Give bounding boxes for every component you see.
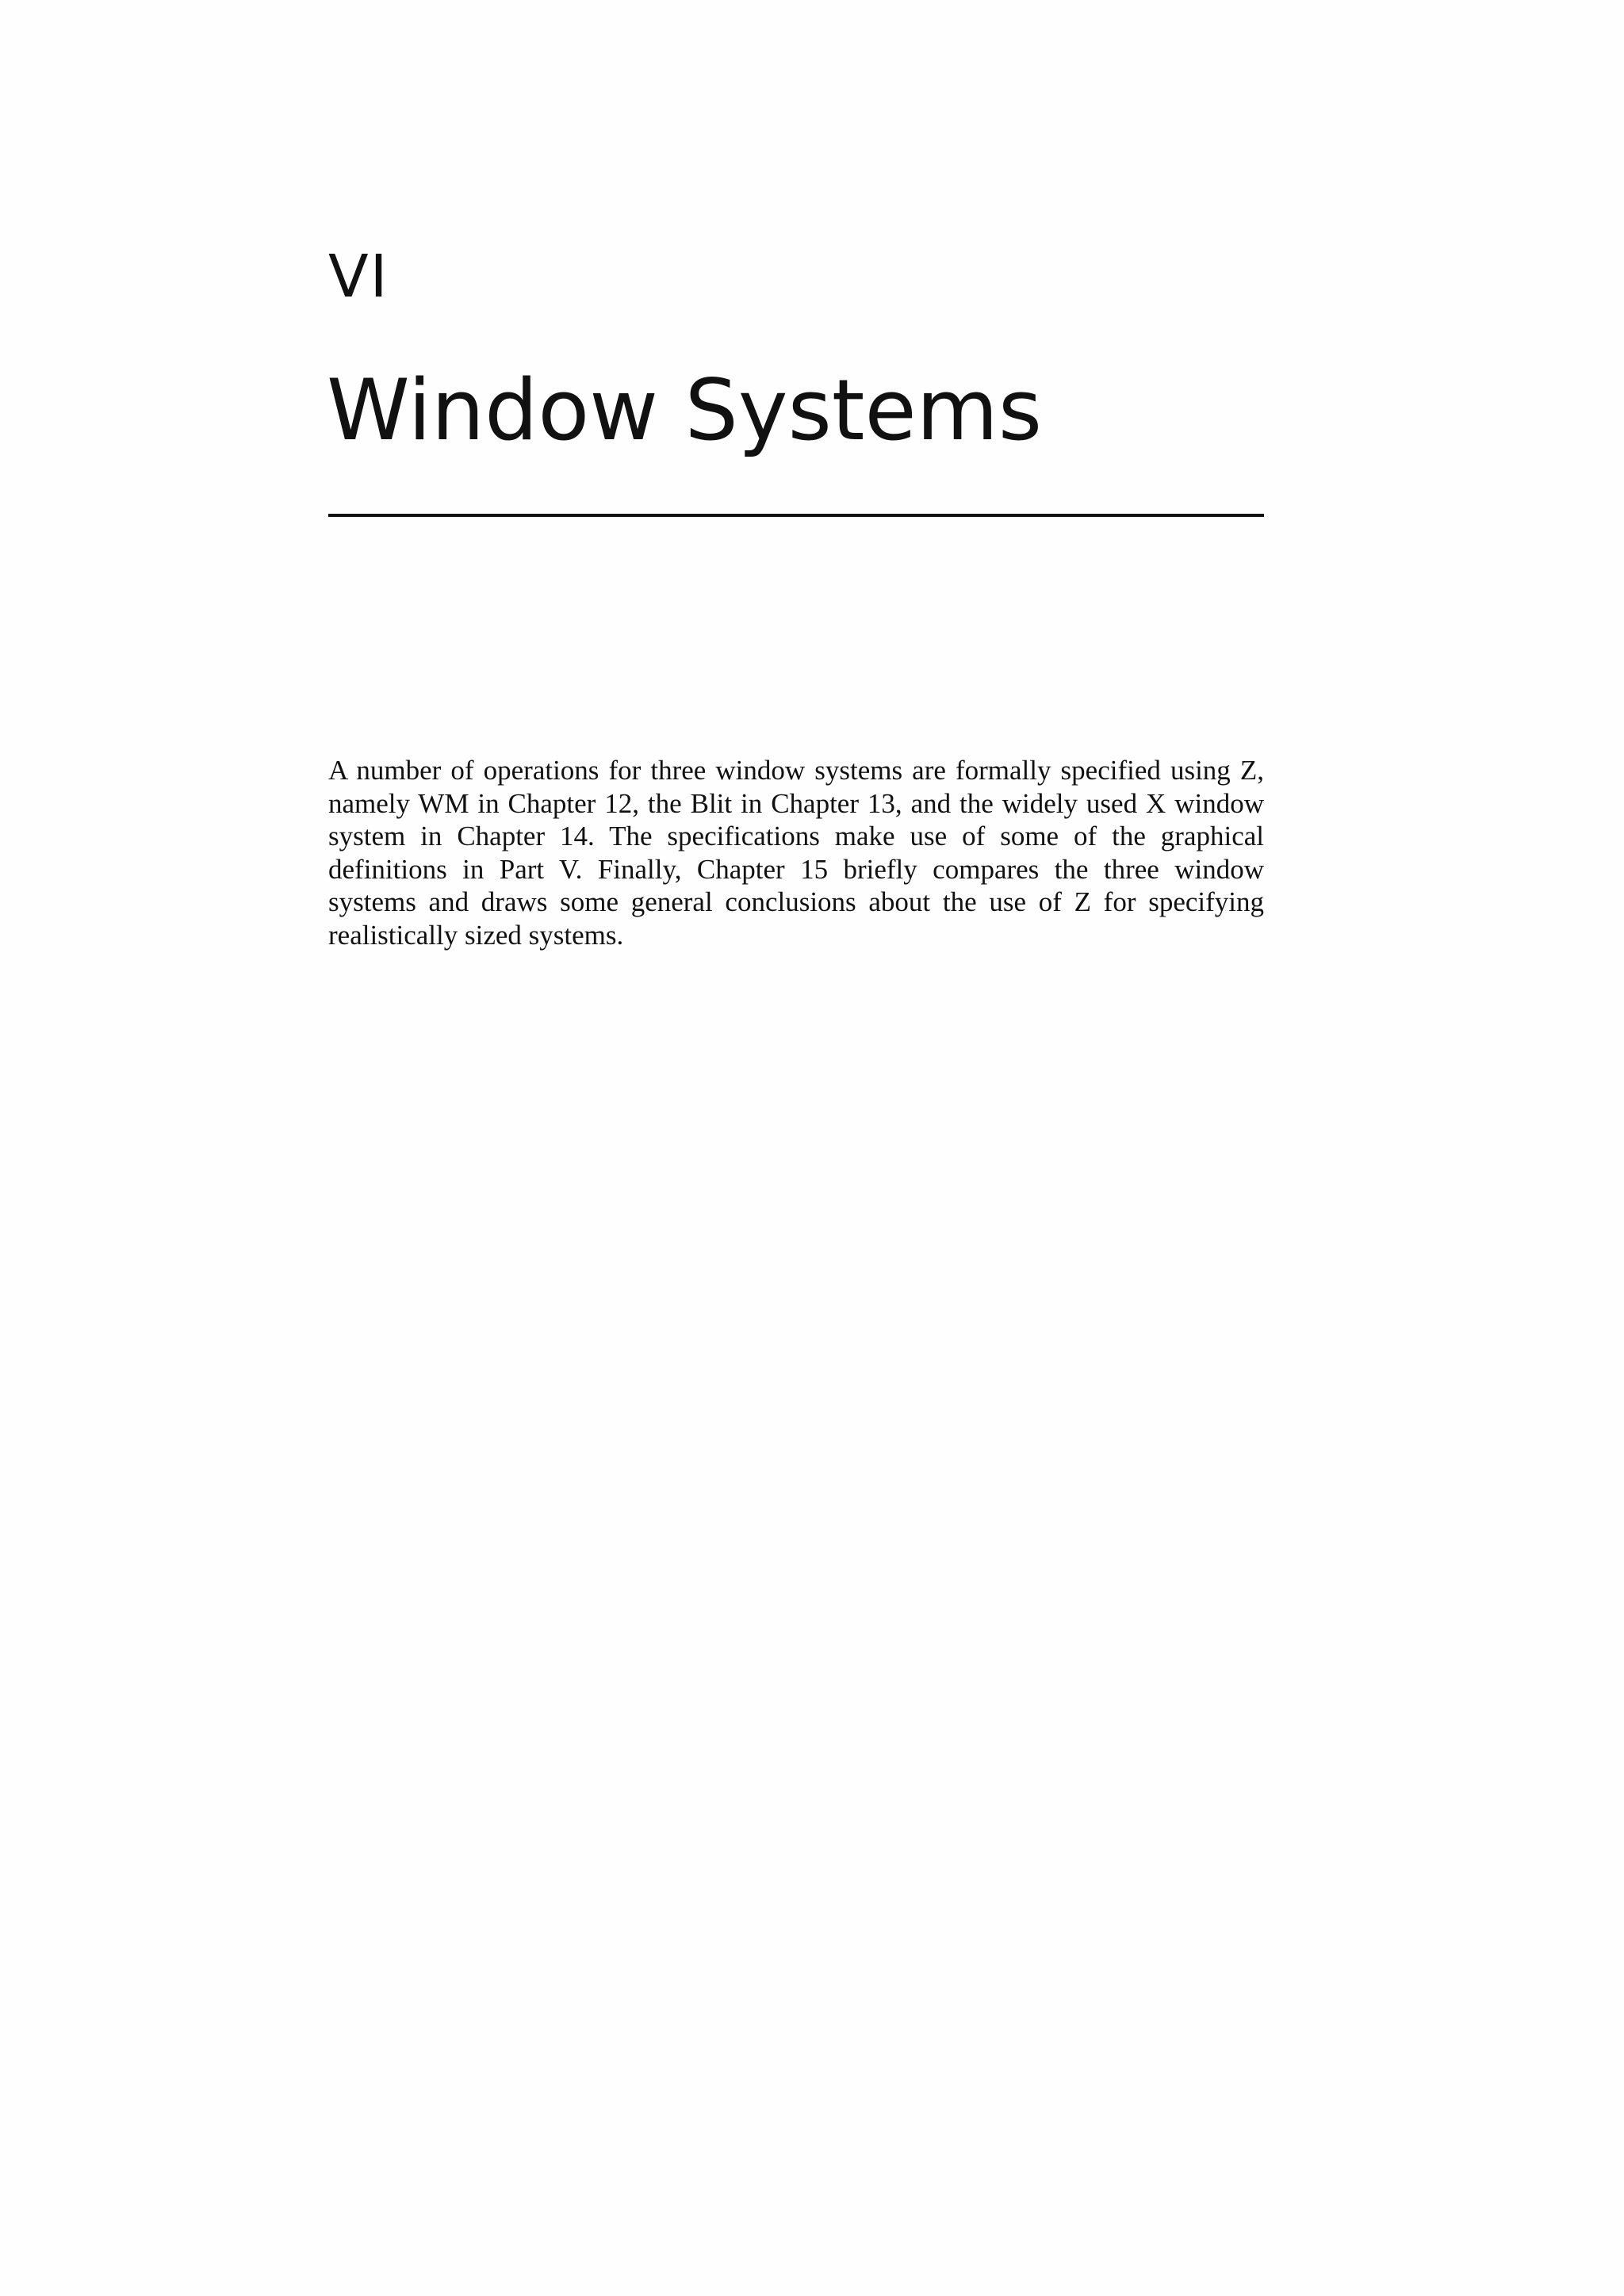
title-rule: [328, 514, 1264, 517]
part-title: Window Systems: [327, 362, 1043, 459]
part-number: VI: [328, 243, 389, 311]
intro-paragraph: A number of operations for three window systems are formally specified using Z, namely WM in Chapter 12, the Blit in Chapter 13, and the widely used X window system in Chapter 14. The specifications make use of some of the graphical definitions in Part V. Finally, Chapter 15 briefly compares the three window systems and draws some general conclusions about the use of Z for specifying realistically sized systems.: [328, 755, 1264, 951]
